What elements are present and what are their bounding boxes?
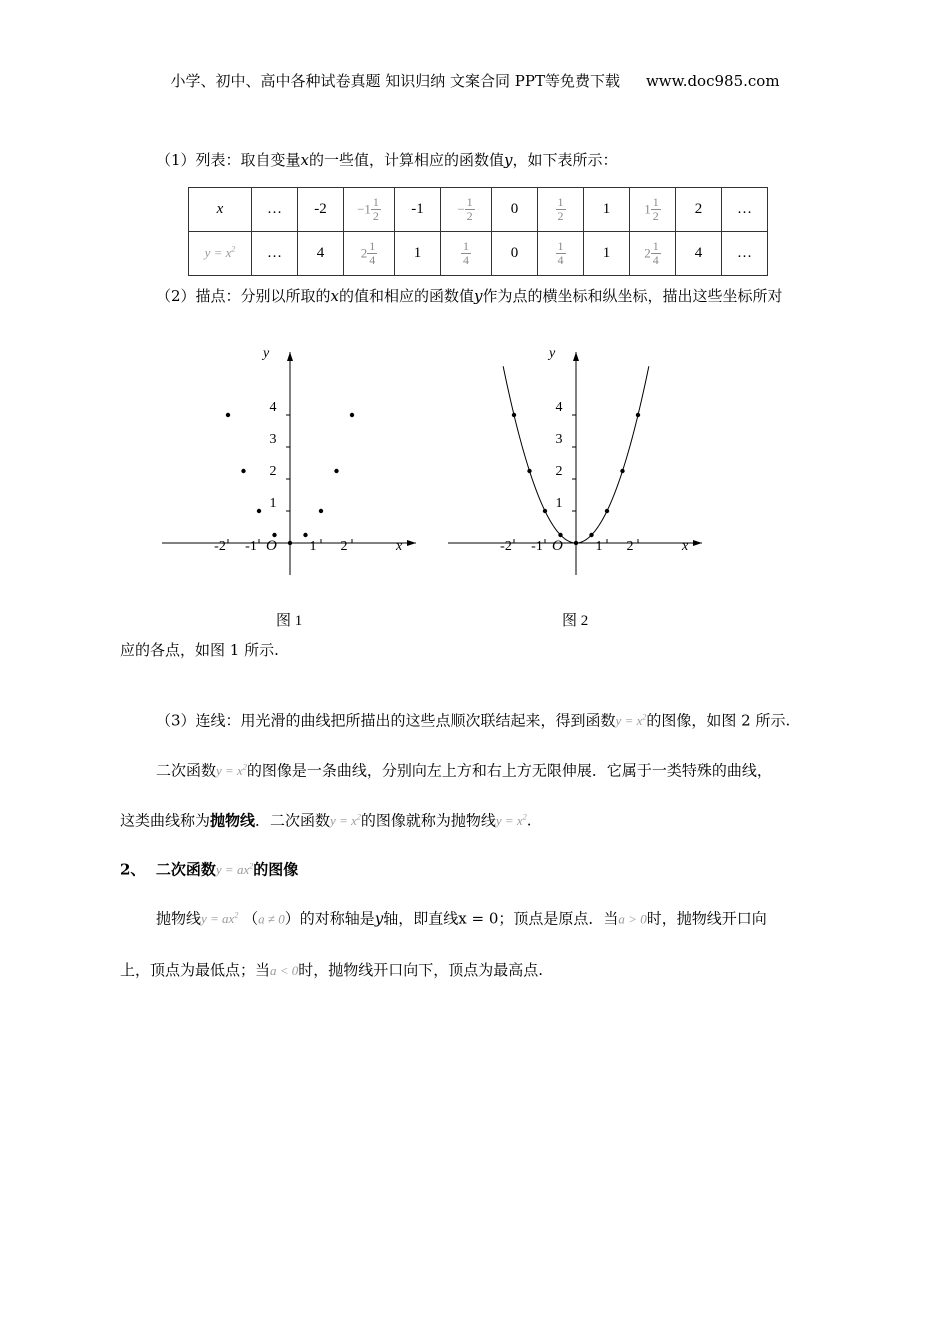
- x-tick-label: 1: [595, 539, 603, 554]
- step2-prefix: （2）描点：分别以所取的: [156, 287, 331, 305]
- data-point: [527, 469, 531, 473]
- figures-svg: [0, 330, 950, 629]
- y-tick-label: 1: [269, 496, 277, 511]
- step1-prefix: （1）列表：取自变量: [156, 151, 301, 169]
- data-point: [574, 541, 578, 545]
- para-a-formula: $y = x^2$: [216, 763, 247, 779]
- data-point: [558, 533, 562, 537]
- step2-continuation: 应的各点，如图 1 所示.: [120, 641, 279, 659]
- data-point: [636, 413, 640, 417]
- step2-var-x: x: [330, 287, 340, 305]
- y-tick-label: 3: [269, 432, 277, 447]
- x-axis-label: x: [396, 539, 403, 554]
- data-point: [257, 509, 261, 513]
- y-axis-label: y: [263, 346, 270, 361]
- step2-middle: 的值和相应的函数值: [339, 287, 475, 305]
- cell: 4: [676, 232, 722, 276]
- table-row-y: [189, 232, 768, 276]
- x-tick-label: -2: [500, 539, 512, 554]
- y-tick-label: 3: [555, 432, 563, 447]
- data-point: [605, 509, 609, 513]
- data-point: [589, 533, 593, 537]
- para-a-line1: 二次函数$y = x^2$的图像是一条曲线，分别向左上方和右上方无限伸展．它属于一类特殊的曲线，: [156, 761, 772, 780]
- y-tick-label: 2: [555, 464, 563, 479]
- figure-caption: 图 1: [276, 613, 303, 629]
- figure2: [448, 346, 702, 629]
- cell-frac: 2 $\frac{1}{4}$: [344, 232, 395, 276]
- data-point: [241, 469, 245, 473]
- cell: -1: [395, 188, 441, 232]
- cell: 1: [584, 188, 630, 232]
- x-axis-arrow: [407, 540, 416, 546]
- figure1: [162, 346, 416, 629]
- cell: 1: [395, 232, 441, 276]
- y-tick-label: 2: [269, 464, 277, 479]
- x-tick-label: 1: [309, 539, 317, 554]
- cell: …: [722, 232, 768, 276]
- x-tick-label: 2: [340, 539, 348, 554]
- data-point: [334, 469, 338, 473]
- step1-line: [156, 150, 618, 170]
- para-b-line2: 上，顶点为最低点；当a < 0时，抛物线开口向下，顶点为最高点.: [120, 961, 544, 979]
- step2-suffix: 作为点的横坐标和纵坐标，描出这些坐标所对: [482, 287, 783, 305]
- data-point: [319, 509, 323, 513]
- cell-frac: $\frac{1}{2}$: [538, 188, 584, 232]
- data-point: [288, 541, 292, 545]
- page-header: [0, 70, 950, 91]
- x-tick-label: -1: [531, 539, 543, 554]
- figure-caption: 图 2: [562, 613, 589, 629]
- bold-term-parabola: 抛物线: [210, 811, 256, 830]
- section2-heading: 2、 二次函数$y = ax^2$的图像: [120, 860, 299, 879]
- para-b-line1: 抛物线$y = ax^2$ （a ≠ 0）的对称轴是y轴，即直线x = 0；顶点是原点．当a > 0时，抛物线开口向: [156, 909, 767, 928]
- y-axis-label: y: [549, 346, 556, 361]
- data-point: [303, 533, 307, 537]
- cell: 4: [298, 232, 344, 276]
- step3-suffix: 的图像，如图 2 所示.: [646, 711, 791, 730]
- origin-label: O: [552, 538, 563, 554]
- row2-label: $y = x^2$: [189, 232, 252, 276]
- cell-frac: 1 $\frac{1}{2}$: [630, 188, 676, 232]
- header-text: 小学、初中、高中各种试卷真题 知识归纳 文案合同 PPT等免费下载: [170, 72, 620, 90]
- cell-frac: $\frac{1}{4}$: [441, 232, 492, 276]
- values-table: [188, 187, 768, 276]
- x-axis-label: x: [682, 539, 689, 554]
- step3-formula: $y = x^2$: [615, 713, 647, 729]
- cell: -2: [298, 188, 344, 232]
- x-tick-label: -1: [245, 539, 257, 554]
- step1-var-y: y: [504, 151, 513, 169]
- cell-frac: − $\frac{1}{2}$: [441, 188, 492, 232]
- step2-var-y: y: [474, 287, 483, 305]
- header-site: www.doc985.com: [645, 72, 780, 90]
- step3-line: [156, 708, 790, 731]
- para-a-line2: 这类曲线称为抛物线．二次函数$y = x^2$的图像就称为抛物线$y = x^2$.: [120, 811, 532, 830]
- data-point: [272, 533, 276, 537]
- row1-label: x: [189, 188, 252, 232]
- step2-line: [156, 286, 783, 306]
- y-tick-label: 1: [555, 496, 563, 511]
- cell: 0: [492, 232, 538, 276]
- cell-frac: −1 $\frac{1}{2}$: [344, 188, 395, 232]
- cell: …: [252, 188, 298, 232]
- x-tick-label: 2: [626, 539, 634, 554]
- x-tick-label: -2: [214, 539, 226, 554]
- data-point: [543, 509, 547, 513]
- y-tick-label: 4: [269, 400, 277, 415]
- cell: …: [252, 232, 298, 276]
- step1-var-x: x: [300, 151, 310, 169]
- cell: 0: [492, 188, 538, 232]
- data-point: [350, 413, 354, 417]
- step1-suffix: ，如下表所示：: [512, 151, 618, 169]
- y-axis-arrow: [573, 352, 579, 361]
- step3-prefix: （3）连线：用光滑的曲线把所描出的这些点顺次联结起来，得到函数: [156, 711, 616, 730]
- cell-frac: 2 $\frac{1}{4}$: [630, 232, 676, 276]
- cell: 1: [584, 232, 630, 276]
- data-point: [226, 413, 230, 417]
- step1-middle: 的一些值，计算相应的函数值: [309, 151, 505, 169]
- data-point: [620, 469, 624, 473]
- table-row-x: [189, 188, 768, 232]
- cell: 2: [676, 188, 722, 232]
- y-tick-label: 4: [555, 400, 563, 415]
- y-axis-arrow: [287, 352, 293, 361]
- data-point: [512, 413, 516, 417]
- cell-frac: $\frac{1}{4}$: [538, 232, 584, 276]
- origin-label: O: [266, 538, 277, 554]
- cell: …: [722, 188, 768, 232]
- x-axis-arrow: [693, 540, 702, 546]
